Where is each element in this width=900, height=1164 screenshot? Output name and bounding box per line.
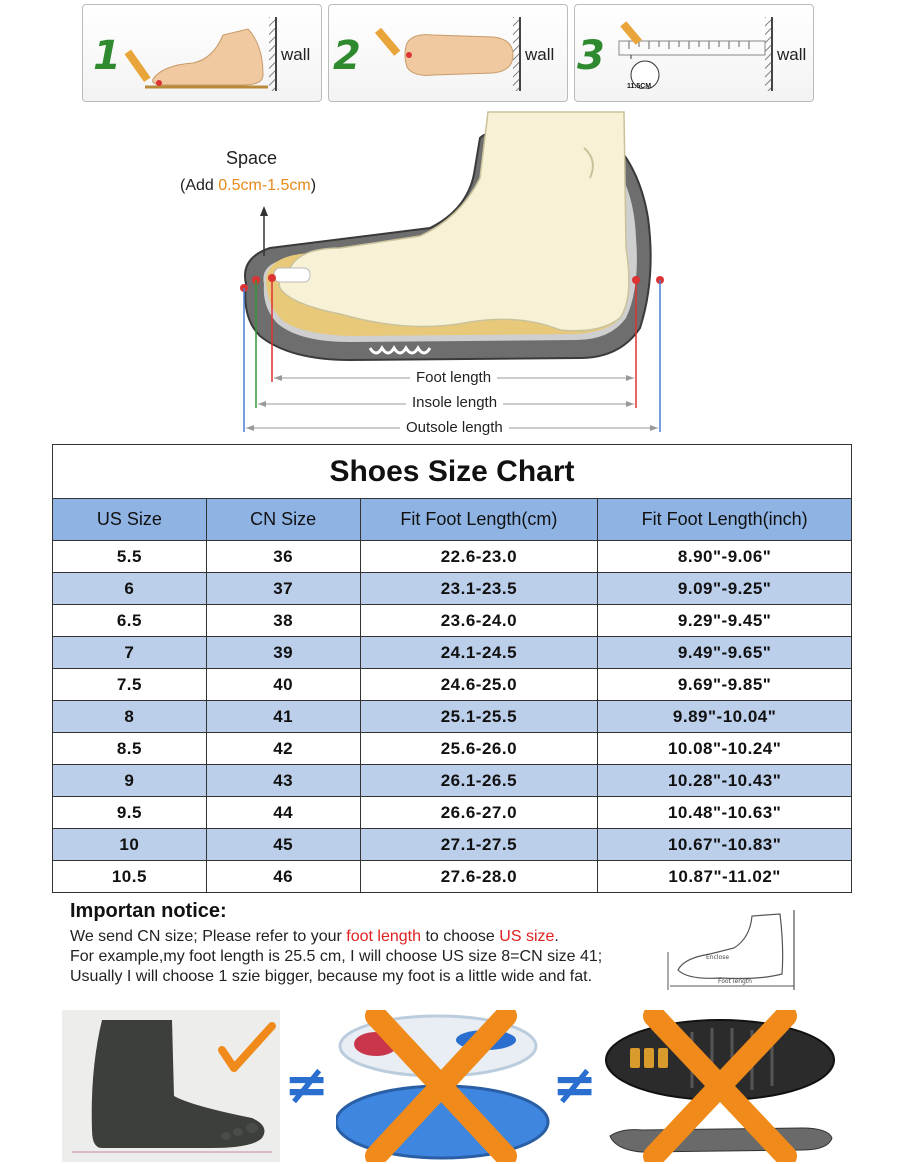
foot-length-inch-cell: 10.87"-11.02" (598, 861, 852, 893)
cn-size-cell: 41 (206, 701, 360, 733)
notice-title: Importan notice: (70, 900, 227, 922)
table-row (53, 797, 852, 829)
table-row (53, 765, 852, 797)
foot-model-photo (62, 1010, 280, 1162)
step-panel-1 (82, 4, 322, 102)
cn-size-cell: 40 (206, 669, 360, 701)
outsole-photo (602, 1010, 838, 1162)
us-size-cell: 7 (53, 637, 207, 669)
shoe-fit-diagram (230, 108, 670, 438)
ruler-value: 11.5CM (627, 83, 652, 90)
wall-label: wall (525, 45, 555, 64)
foot-length-cm-cell: 22.6-23.0 (360, 541, 598, 573)
cn-size-cell: 37 (206, 573, 360, 605)
cn-size-cell: 36 (206, 541, 360, 573)
us-size-cell: 8 (53, 701, 207, 733)
notice-line-1 (70, 928, 559, 946)
space-add-note (180, 177, 316, 195)
foot-length-cm-cell: 23.6-24.0 (360, 605, 598, 637)
insole-image (336, 1010, 550, 1162)
notice-text: to choose (421, 928, 500, 945)
sketch-enclose-label: Enclose (706, 954, 730, 961)
us-size-cell: 9 (53, 765, 207, 797)
foot-length-cm-cell: 25.6-26.0 (360, 733, 598, 765)
foot-length-label: Foot length (410, 369, 497, 386)
notice-line-2: For example,my foot length is 25.5 cm, I will choose US size 8=CN size 41; (70, 948, 603, 965)
shoe-size-chart (52, 444, 852, 893)
notice-highlight-us-size: US size (499, 928, 555, 945)
space-add-suffix: ) (310, 177, 317, 194)
us-size-cell: 7.5 (53, 669, 207, 701)
foot-length-inch-cell: 9.69"-9.85" (598, 669, 852, 701)
chart-body (53, 541, 852, 893)
step-number: 3 (577, 33, 605, 79)
table-row (53, 701, 852, 733)
table-row (53, 637, 852, 669)
header-foot-length-inch: Fit Foot Length(inch) (598, 499, 852, 541)
cn-size-cell: 45 (206, 829, 360, 861)
space-add-prefix: (Add (180, 177, 219, 194)
cn-size-cell: 42 (206, 733, 360, 765)
foot-length-inch-cell: 10.28"-10.43" (598, 765, 852, 797)
foot-length-inch-cell: 10.67"-10.83" (598, 829, 852, 861)
step-number: 1 (93, 33, 121, 79)
notice-line-3: Usually I will choose 1 szie bigger, because my foot is a little wide and fat. (70, 968, 593, 985)
table-row (53, 541, 852, 573)
foot-length-cm-cell: 27.1-27.5 (360, 829, 598, 861)
notice-highlight-foot-length: foot length (346, 928, 421, 945)
table-row (53, 733, 852, 765)
step-panel-3 (574, 4, 814, 102)
foot-length-cm-cell: 26.6-27.0 (360, 797, 598, 829)
header-cn-size: CN Size (206, 499, 360, 541)
step-number: 2 (333, 33, 361, 79)
us-size-cell: 10 (53, 829, 207, 861)
insole-photo (336, 1010, 550, 1162)
foot-length-inch-cell: 8.90"-9.06" (598, 541, 852, 573)
chart-header-row (53, 499, 852, 541)
foot-length-inch-cell: 9.29"-9.45" (598, 605, 852, 637)
wall-label: wall (777, 45, 807, 64)
chart-title: Shoes Size Chart (53, 445, 852, 499)
sketch-foot-length-label: Foot length (718, 978, 752, 985)
step-panel-2 (328, 4, 568, 102)
us-size-cell: 8.5 (53, 733, 207, 765)
foot-length-inch-cell: 10.08"-10.24" (598, 733, 852, 765)
cn-size-cell: 44 (206, 797, 360, 829)
table-row (53, 829, 852, 861)
header-foot-length-cm: Fit Foot Length(cm) (360, 499, 598, 541)
space-label: Space (226, 148, 278, 168)
foot-length-cm-cell: 26.1-26.5 (360, 765, 598, 797)
table-row (53, 861, 852, 893)
ruler-illustration (615, 19, 775, 89)
insole-length-label: Insole length (406, 394, 503, 411)
foot-length-cm-cell: 24.1-24.5 (360, 637, 598, 669)
space-add-range: 0.5cm-1.5cm (218, 177, 311, 194)
wall-label: wall (281, 45, 311, 64)
foot-top-illustration (373, 19, 523, 89)
us-size-cell: 9.5 (53, 797, 207, 829)
foot-length-cm-cell: 25.1-25.5 (360, 701, 598, 733)
foot-length-inch-cell: 9.89"-10.04" (598, 701, 852, 733)
foot-length-cm-cell: 23.1-23.5 (360, 573, 598, 605)
us-size-cell: 6 (53, 573, 207, 605)
notice-text: . (554, 928, 559, 945)
table-row (53, 573, 852, 605)
not-equal-icon: ≠ (552, 1053, 598, 1116)
cn-size-cell: 46 (206, 861, 360, 893)
foot-model-image (62, 1010, 280, 1162)
cn-size-cell: 43 (206, 765, 360, 797)
outsole-length-label: Outsole length (400, 419, 509, 436)
table-row (53, 605, 852, 637)
table-row (53, 669, 852, 701)
foot-length-cm-cell: 24.6-25.0 (360, 669, 598, 701)
cn-size-cell: 39 (206, 637, 360, 669)
us-size-cell: 5.5 (53, 541, 207, 573)
notice-text: We send CN size; Please refer to your (70, 928, 347, 945)
not-equal-icon: ≠ (284, 1053, 330, 1116)
foot-length-cm-cell: 27.6-28.0 (360, 861, 598, 893)
foot-length-inch-cell: 9.09"-9.25" (598, 573, 852, 605)
foot-side-illustration (123, 15, 273, 95)
us-size-cell: 10.5 (53, 861, 207, 893)
us-size-cell: 6.5 (53, 605, 207, 637)
cn-size-cell: 38 (206, 605, 360, 637)
foot-length-inch-cell: 9.49"-9.65" (598, 637, 852, 669)
header-us-size: US Size (53, 499, 207, 541)
foot-length-inch-cell: 10.48"-10.63" (598, 797, 852, 829)
outsole-image (602, 1010, 838, 1162)
